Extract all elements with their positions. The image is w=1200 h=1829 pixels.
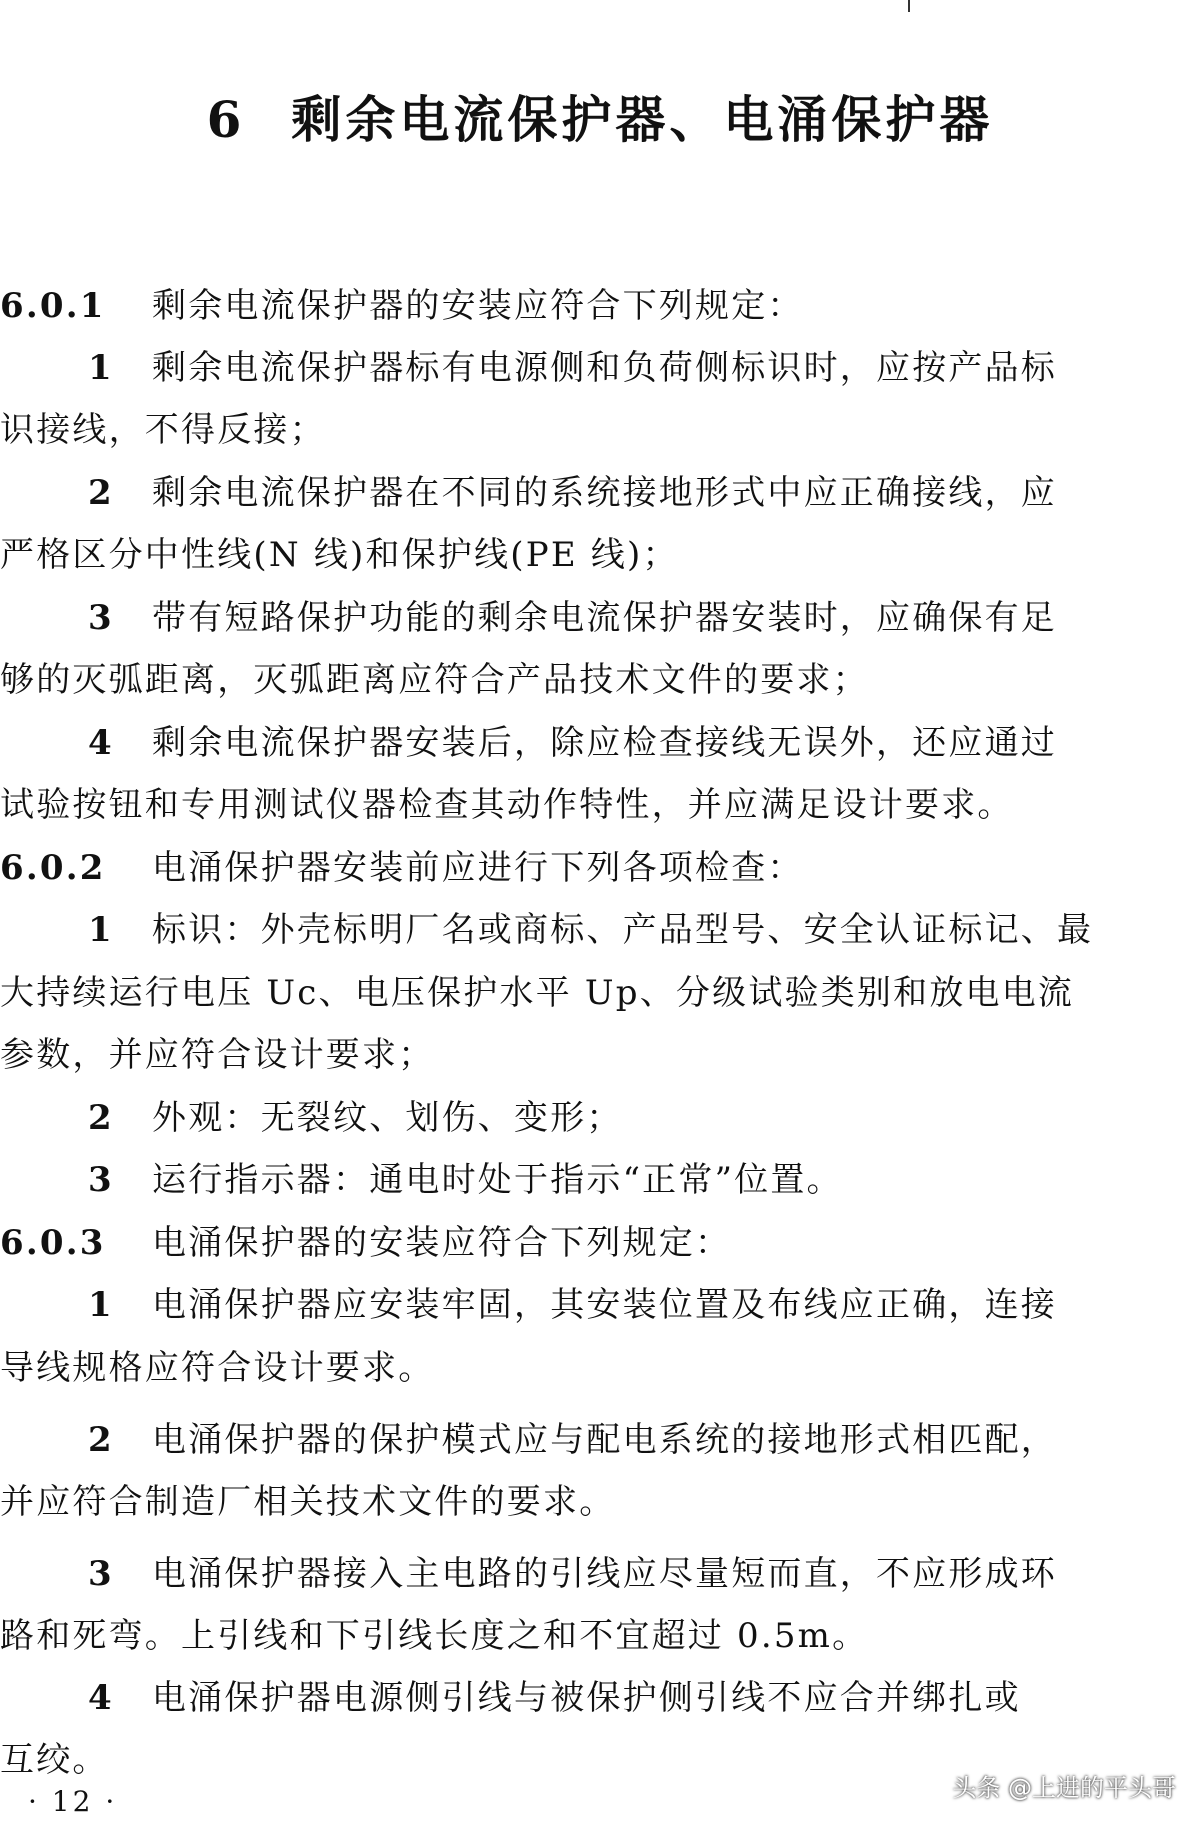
line-text: 导线规格应符合设计要求。 — [0, 1348, 435, 1388]
item-number: 1 — [88, 910, 114, 950]
text-line — [0, 1552, 1200, 1596]
text-line — [0, 1158, 1200, 1202]
line-text: 电涌保护器的保护模式应与配电系统的接地形式相匹配， — [152, 1420, 1057, 1460]
text-line — [0, 658, 1200, 702]
line-text: 电涌保护器安装前应进行下列各项检查： — [152, 848, 804, 888]
line-text: 剩余电流保护器标有电源侧和负荷侧标识时，应按产品标 — [152, 348, 1057, 388]
line-text: 互绞。 — [0, 1740, 109, 1780]
text-line — [0, 908, 1200, 952]
watermark: 头条 @上进的平头哥 — [952, 1774, 1176, 1802]
text-line — [0, 1033, 1200, 1077]
clause-number: 6.0.1 — [0, 286, 106, 326]
scan-mark — [908, 0, 910, 12]
text-line — [0, 533, 1200, 577]
clause-number: 6.0.2 — [0, 848, 106, 888]
chapter-title-text: 剩余电流保护器、电涌保护器 — [291, 90, 994, 149]
item-number: 4 — [88, 723, 114, 763]
line-text: 路和死弯。上引线和下引线长度之和不宜超过 0.5m。 — [0, 1616, 869, 1656]
item-number: 2 — [88, 473, 114, 513]
text-line — [0, 971, 1200, 1015]
item-number: 4 — [88, 1678, 114, 1718]
line-text: 参数，并应符合设计要求； — [0, 1035, 435, 1075]
text-line — [0, 408, 1200, 452]
text-line — [0, 1418, 1200, 1462]
item-number: 3 — [88, 1160, 114, 1200]
text-line — [0, 783, 1200, 827]
text-line — [0, 284, 1200, 328]
line-text: 电涌保护器应安装牢固，其安装位置及布线应正确，连接 — [152, 1285, 1057, 1325]
text-line — [0, 471, 1200, 515]
line-text: 剩余电流保护器安装后，除应检查接线无误外，还应通过 — [152, 723, 1057, 763]
page-number: · 12 · — [28, 1785, 118, 1818]
line-text: 电涌保护器电源侧引线与被保护侧引线不应合并绑扎或 — [152, 1678, 1021, 1718]
line-text: 运行指示器：通电时处于指示“正常”位置。 — [152, 1160, 843, 1200]
text-line — [0, 1614, 1200, 1658]
line-text: 剩余电流保护器在不同的系统接地形式中应正确接线，应 — [152, 473, 1057, 513]
text-line — [0, 721, 1200, 765]
text-line — [0, 1221, 1200, 1265]
item-number: 3 — [88, 1554, 114, 1594]
line-text: 电涌保护器接入主电路的引线应尽量短而直，不应形成环 — [152, 1554, 1057, 1594]
item-number: 3 — [88, 598, 114, 638]
item-number: 2 — [88, 1098, 114, 1138]
line-text: 并应符合制造厂相关技术文件的要求。 — [0, 1482, 616, 1522]
text-line — [0, 1346, 1200, 1390]
text-line — [0, 1480, 1200, 1524]
item-number: 1 — [88, 348, 114, 388]
chapter-title — [0, 80, 1200, 152]
line-text: 大持续运行电压 Uc、电压保护水平 Up、分级试验类别和放电电流 — [0, 973, 1075, 1013]
line-text: 够的灭弧距离，灭弧距离应符合产品技术文件的要求； — [0, 660, 869, 700]
line-text: 标识：外壳标明厂名或商标、产品型号、安全认证标记、最 — [152, 910, 1094, 950]
item-number: 1 — [88, 1285, 114, 1325]
text-line — [0, 846, 1200, 890]
item-number: 2 — [88, 1420, 114, 1460]
line-text: 外观：无裂纹、划伤、变形； — [152, 1098, 623, 1138]
line-text: 电涌保护器的安装应符合下列规定： — [152, 1223, 732, 1263]
line-text: 剩余电流保护器的安装应符合下列规定： — [152, 286, 804, 326]
line-text: 严格区分中性线(N 线)和保护线(PE 线)； — [0, 535, 679, 575]
text-line — [0, 1096, 1200, 1140]
line-text: 试验按钮和专用测试仪器检查其动作特性，并应满足设计要求。 — [0, 785, 1014, 825]
clause-number: 6.0.3 — [0, 1223, 106, 1263]
chapter-number: 6 — [206, 90, 246, 149]
line-text: 识接线，不得反接； — [0, 410, 326, 450]
text-line — [0, 346, 1200, 390]
text-line — [0, 596, 1200, 640]
text-line — [0, 1283, 1200, 1327]
text-line — [0, 1676, 1200, 1720]
line-text: 带有短路保护功能的剩余电流保护器安装时，应确保有足 — [152, 598, 1057, 638]
